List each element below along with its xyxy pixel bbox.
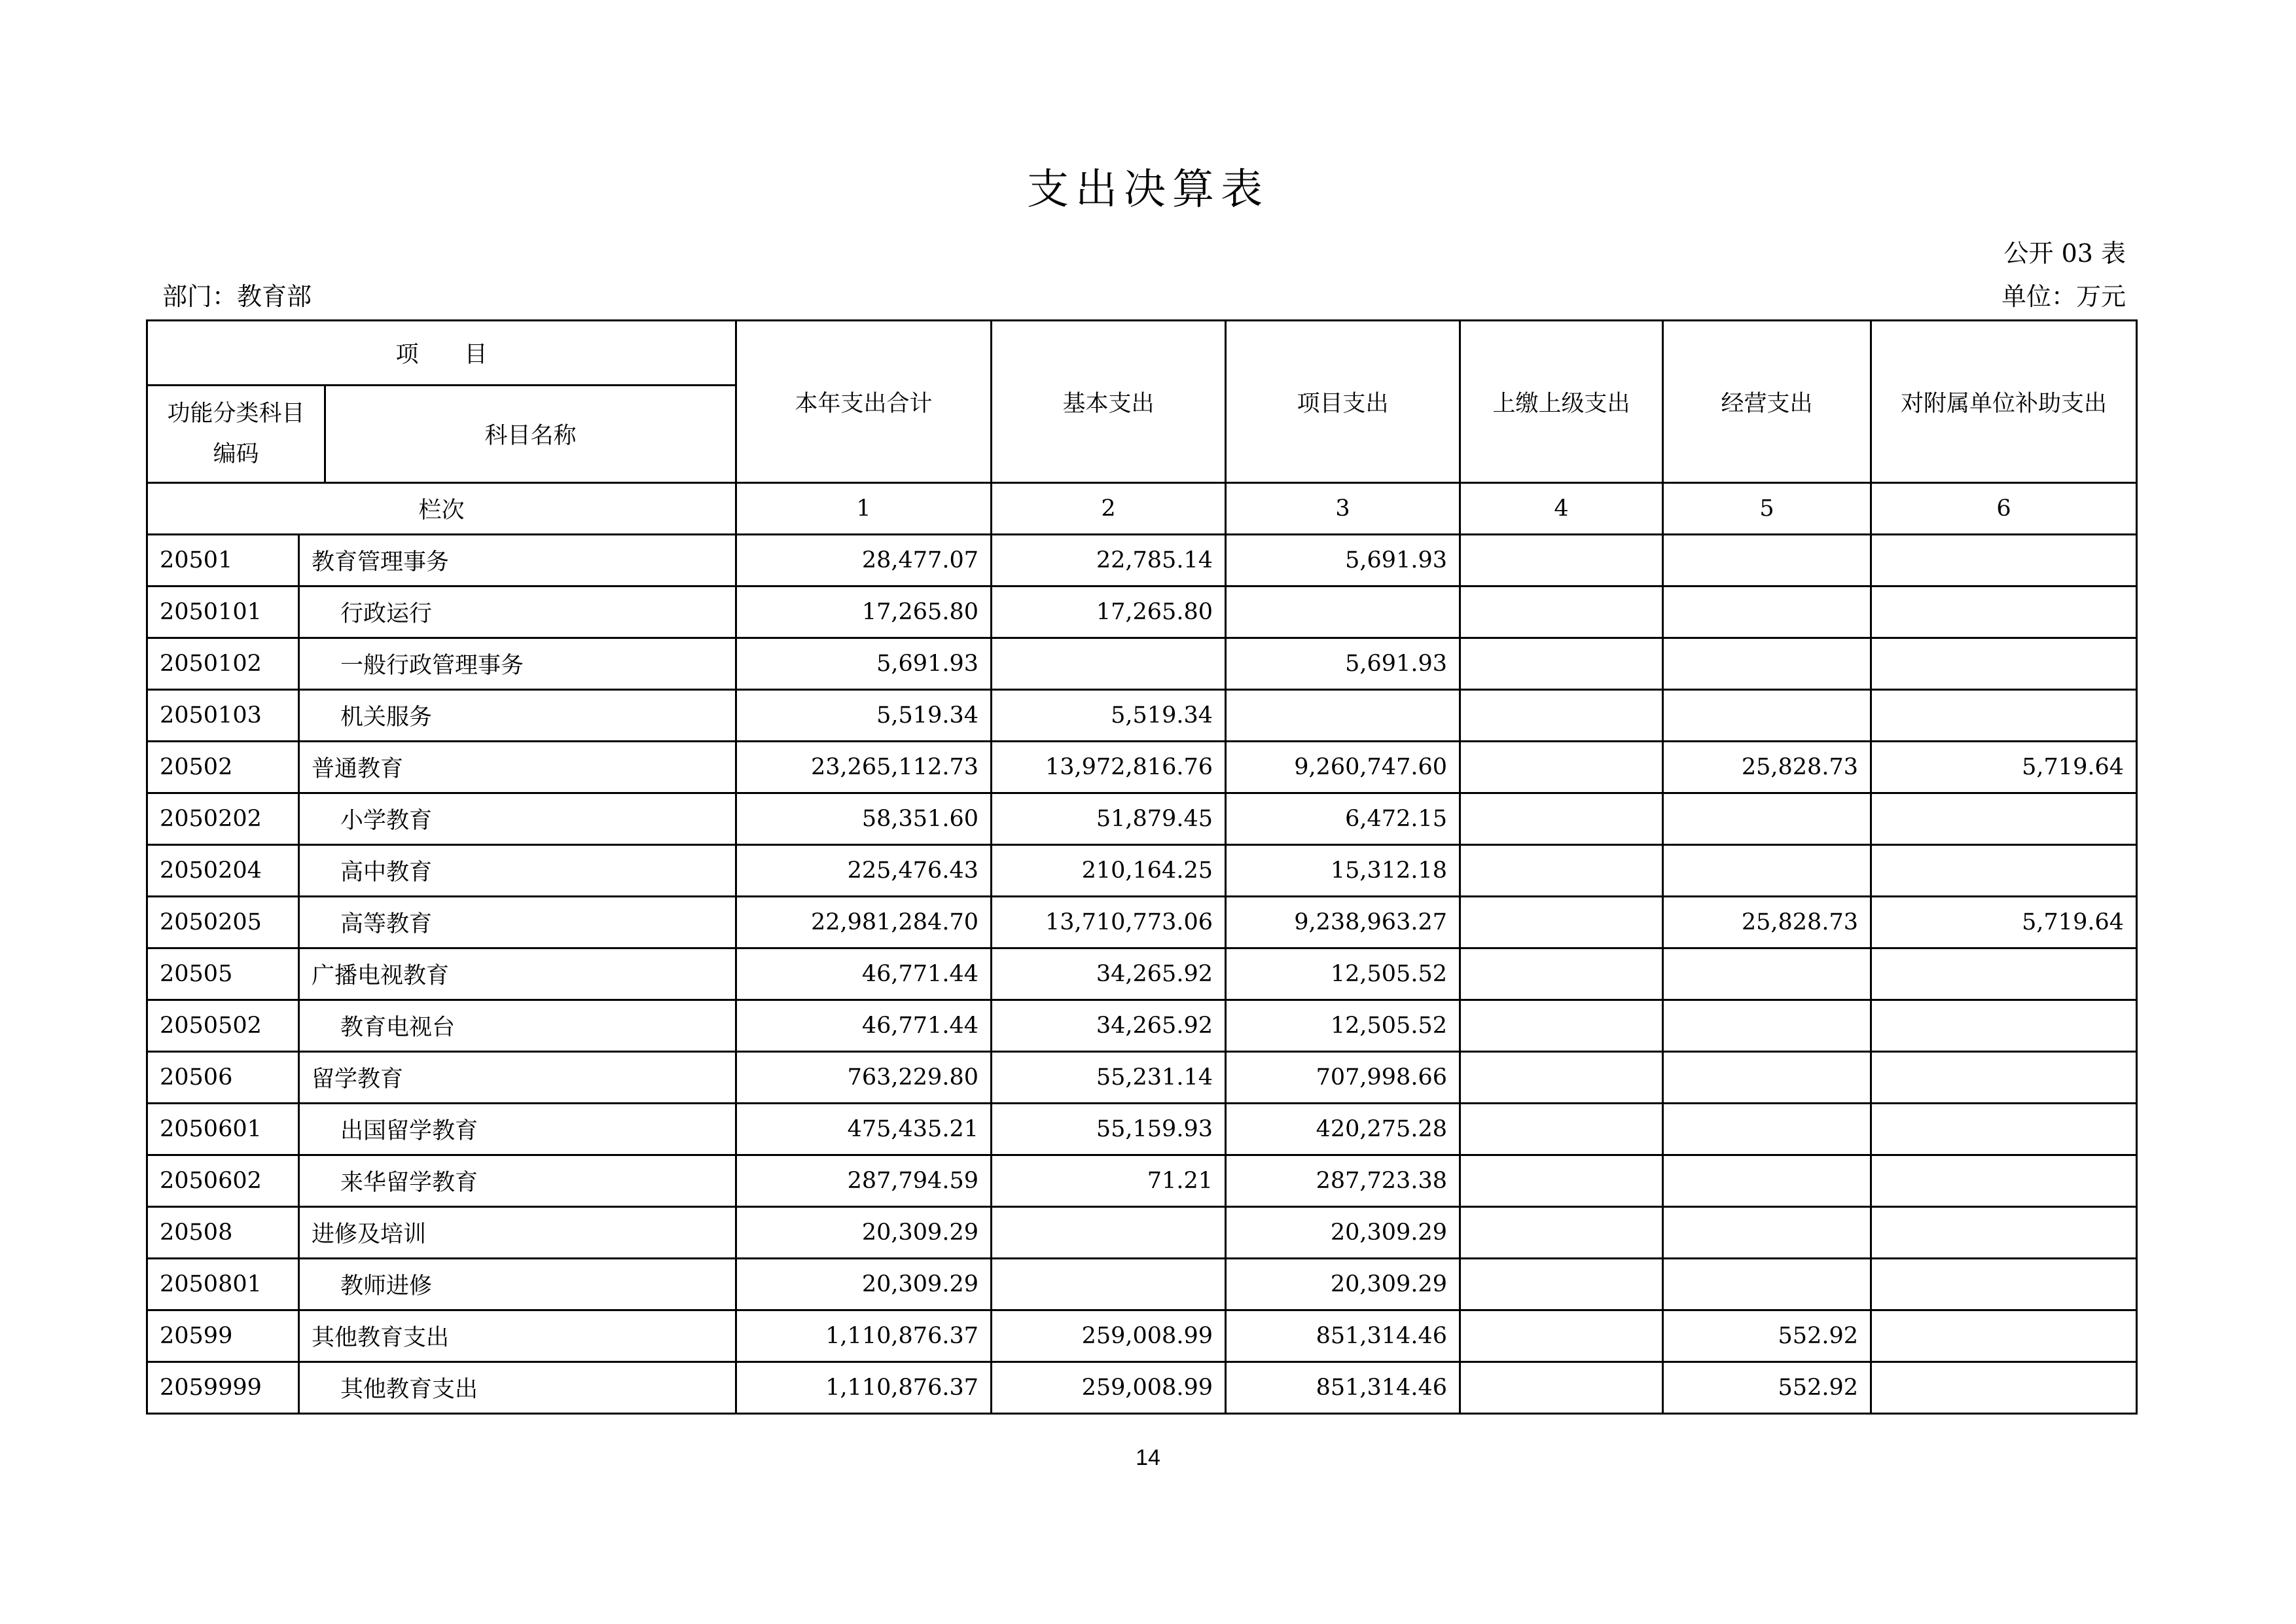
header-col-5: 经营支出 — [1663, 321, 1871, 483]
value-cell — [1871, 1104, 2137, 1155]
value-cell — [1226, 586, 1460, 638]
value-cell: 287,794.59 — [736, 1155, 992, 1207]
table-row — [147, 1104, 2137, 1155]
subject-name: 来华留学教育 — [299, 1155, 736, 1207]
page-number: 14 — [1136, 1445, 1160, 1470]
value-cell: 34,265.92 — [992, 948, 1226, 1000]
value-cell: 475,435.21 — [736, 1104, 992, 1155]
value-cell: 17,265.80 — [736, 586, 992, 638]
lanci-label: 栏次 — [147, 483, 736, 535]
table-row — [147, 845, 2137, 897]
value-cell — [1663, 1259, 1871, 1310]
subject-code: 20506 — [147, 1052, 299, 1104]
value-cell — [1663, 845, 1871, 897]
header-item: 项 目 — [147, 321, 736, 386]
department-label: 部门：教育部 — [162, 282, 312, 311]
value-cell — [1871, 948, 2137, 1000]
page-title: 支出决算表 — [1027, 166, 1269, 214]
table-row — [147, 586, 2137, 638]
value-cell — [1460, 690, 1663, 742]
subject-code: 20501 — [147, 535, 299, 586]
value-cell — [1460, 1052, 1663, 1104]
value-cell: 5,691.93 — [1226, 535, 1460, 586]
value-cell — [1460, 638, 1663, 690]
value-cell — [1871, 1310, 2137, 1362]
value-cell: 20,309.29 — [736, 1207, 992, 1259]
value-cell — [992, 1259, 1226, 1310]
subject-name: 教师进修 — [299, 1259, 736, 1310]
value-cell: 5,691.93 — [736, 638, 992, 690]
value-cell: 23,265,112.73 — [736, 742, 992, 793]
subject-code: 20508 — [147, 1207, 299, 1259]
subject-code: 2059999 — [147, 1362, 299, 1414]
value-cell: 552.92 — [1663, 1362, 1871, 1414]
value-cell: 51,879.45 — [992, 793, 1226, 845]
subject-code: 2050103 — [147, 690, 299, 742]
table-row — [147, 1310, 2137, 1362]
value-cell — [1871, 1052, 2137, 1104]
value-cell — [1460, 1104, 1663, 1155]
subject-code: 2050202 — [147, 793, 299, 845]
value-cell: 12,505.52 — [1226, 948, 1460, 1000]
table-row — [147, 1207, 2137, 1259]
table-row — [147, 897, 2137, 948]
subject-name: 行政运行 — [299, 586, 736, 638]
subject-code: 2050102 — [147, 638, 299, 690]
value-cell: 34,265.92 — [992, 1000, 1226, 1052]
value-cell: 25,828.73 — [1663, 897, 1871, 948]
subject-code: 2050204 — [147, 845, 299, 897]
header-col-2: 基本支出 — [992, 321, 1226, 483]
value-cell: 15,312.18 — [1226, 845, 1460, 897]
value-cell: 13,972,816.76 — [992, 742, 1226, 793]
value-cell — [1663, 1104, 1871, 1155]
value-cell — [1460, 1259, 1663, 1310]
subject-name: 出国留学教育 — [299, 1104, 736, 1155]
value-cell: 707,998.66 — [1226, 1052, 1460, 1104]
header-col-3: 项目支出 — [1226, 321, 1460, 483]
value-cell — [1460, 1362, 1663, 1414]
value-cell — [1663, 1000, 1871, 1052]
value-cell: 5,691.93 — [1226, 638, 1460, 690]
value-cell — [1663, 948, 1871, 1000]
value-cell: 5,519.34 — [736, 690, 992, 742]
value-cell — [992, 1207, 1226, 1259]
value-cell: 851,314.46 — [1226, 1362, 1460, 1414]
value-cell: 22,785.14 — [992, 535, 1226, 586]
value-cell — [1871, 1000, 2137, 1052]
value-cell: 259,008.99 — [992, 1310, 1226, 1362]
subject-code: 2050205 — [147, 897, 299, 948]
table-row — [147, 690, 2137, 742]
value-cell: 20,309.29 — [1226, 1259, 1460, 1310]
value-cell — [1871, 1259, 2137, 1310]
subject-code: 2050101 — [147, 586, 299, 638]
value-cell: 55,159.93 — [992, 1104, 1226, 1155]
value-cell: 28,477.07 — [736, 535, 992, 586]
value-cell — [1871, 1362, 2137, 1414]
unit-label: 单位：万元 — [2001, 282, 2126, 311]
value-cell — [1663, 535, 1871, 586]
value-cell: 55,231.14 — [992, 1052, 1226, 1104]
value-cell: 552.92 — [1663, 1310, 1871, 1362]
subject-name: 一般行政管理事务 — [299, 638, 736, 690]
value-cell: 13,710,773.06 — [992, 897, 1226, 948]
value-cell — [1871, 535, 2137, 586]
value-cell: 420,275.28 — [1226, 1104, 1460, 1155]
subject-code: 2050801 — [147, 1259, 299, 1310]
value-cell — [1460, 535, 1663, 586]
value-cell: 58,351.60 — [736, 793, 992, 845]
header-name: 科目名称 — [325, 386, 736, 483]
subject-name: 普通教育 — [299, 742, 736, 793]
value-cell — [1460, 742, 1663, 793]
value-cell: 210,164.25 — [992, 845, 1226, 897]
value-cell — [1871, 586, 2137, 638]
value-cell: 5,719.64 — [1871, 742, 2137, 793]
column-number: 5 — [1663, 483, 1871, 535]
subject-name: 高等教育 — [299, 897, 736, 948]
table-row — [147, 1000, 2137, 1052]
table-row — [147, 535, 2137, 586]
value-cell — [1871, 638, 2137, 690]
subject-name: 广播电视教育 — [299, 948, 736, 1000]
column-number-row — [147, 483, 2137, 535]
value-cell: 225,476.43 — [736, 845, 992, 897]
value-cell: 25,828.73 — [1663, 742, 1871, 793]
value-cell — [1663, 586, 1871, 638]
value-cell: 17,265.80 — [992, 586, 1226, 638]
value-cell: 71.21 — [992, 1155, 1226, 1207]
value-cell: 5,519.34 — [992, 690, 1226, 742]
header-col-1: 本年支出合计 — [736, 321, 992, 483]
value-cell: 12,505.52 — [1226, 1000, 1460, 1052]
value-cell — [1871, 845, 2137, 897]
table-row — [147, 793, 2137, 845]
column-number: 6 — [1871, 483, 2137, 535]
value-cell — [1871, 1155, 2137, 1207]
subject-name: 高中教育 — [299, 845, 736, 897]
value-cell: 6,472.15 — [1226, 793, 1460, 845]
header-col-4: 上缴上级支出 — [1460, 321, 1663, 483]
table-row — [147, 948, 2137, 1000]
value-cell: 1,110,876.37 — [736, 1362, 992, 1414]
column-number: 2 — [992, 483, 1226, 535]
value-cell — [1460, 1155, 1663, 1207]
subject-name: 进修及培训 — [299, 1207, 736, 1259]
value-cell: 287,723.38 — [1226, 1155, 1460, 1207]
column-number: 4 — [1460, 483, 1663, 535]
value-cell — [1663, 1052, 1871, 1104]
subject-name: 其他教育支出 — [299, 1310, 736, 1362]
value-cell — [1460, 1207, 1663, 1259]
value-cell — [1460, 897, 1663, 948]
value-cell — [1226, 690, 1460, 742]
value-cell — [1460, 1310, 1663, 1362]
table-row — [147, 1362, 2137, 1414]
column-number: 3 — [1226, 483, 1460, 535]
subject-code: 20502 — [147, 742, 299, 793]
subject-name: 教育管理事务 — [299, 535, 736, 586]
value-cell — [1460, 845, 1663, 897]
value-cell — [1460, 793, 1663, 845]
value-cell — [1663, 793, 1871, 845]
subject-code: 20599 — [147, 1310, 299, 1362]
value-cell: 5,719.64 — [1871, 897, 2137, 948]
subject-code: 2050602 — [147, 1155, 299, 1207]
value-cell — [1460, 1000, 1663, 1052]
expenditure-table — [146, 319, 2138, 1415]
table-row — [147, 1259, 2137, 1310]
value-cell — [1871, 793, 2137, 845]
header-code: 功能分类科目编码 — [147, 386, 325, 483]
table-row — [147, 1155, 2137, 1207]
value-cell — [1663, 1155, 1871, 1207]
value-cell: 1,110,876.37 — [736, 1310, 992, 1362]
value-cell: 20,309.29 — [736, 1259, 992, 1310]
value-cell — [1460, 948, 1663, 1000]
value-cell — [1663, 1207, 1871, 1259]
header-row-1 — [147, 321, 2137, 386]
value-cell — [1460, 586, 1663, 638]
value-cell — [1871, 690, 2137, 742]
subject-name: 机关服务 — [299, 690, 736, 742]
subject-code: 2050601 — [147, 1104, 299, 1155]
value-cell — [992, 638, 1226, 690]
value-cell: 46,771.44 — [736, 1000, 992, 1052]
subject-code: 2050502 — [147, 1000, 299, 1052]
form-number: 公开 03 表 — [2003, 239, 2126, 268]
value-cell: 22,981,284.70 — [736, 897, 992, 948]
value-cell: 9,260,747.60 — [1226, 742, 1460, 793]
value-cell: 9,238,963.27 — [1226, 897, 1460, 948]
value-cell: 763,229.80 — [736, 1052, 992, 1104]
table-row — [147, 742, 2137, 793]
value-cell: 259,008.99 — [992, 1362, 1226, 1414]
value-cell — [1871, 1207, 2137, 1259]
subject-name: 其他教育支出 — [299, 1362, 736, 1414]
table-row — [147, 638, 2137, 690]
value-cell — [1663, 638, 1871, 690]
subject-code: 20505 — [147, 948, 299, 1000]
header-col-6: 对附属单位补助支出 — [1871, 321, 2137, 483]
value-cell — [1663, 690, 1871, 742]
subject-name: 教育电视台 — [299, 1000, 736, 1052]
value-cell: 46,771.44 — [736, 948, 992, 1000]
subject-name: 小学教育 — [299, 793, 736, 845]
column-number: 1 — [736, 483, 992, 535]
subject-name: 留学教育 — [299, 1052, 736, 1104]
table-row — [147, 1052, 2137, 1104]
value-cell: 851,314.46 — [1226, 1310, 1460, 1362]
value-cell: 20,309.29 — [1226, 1207, 1460, 1259]
